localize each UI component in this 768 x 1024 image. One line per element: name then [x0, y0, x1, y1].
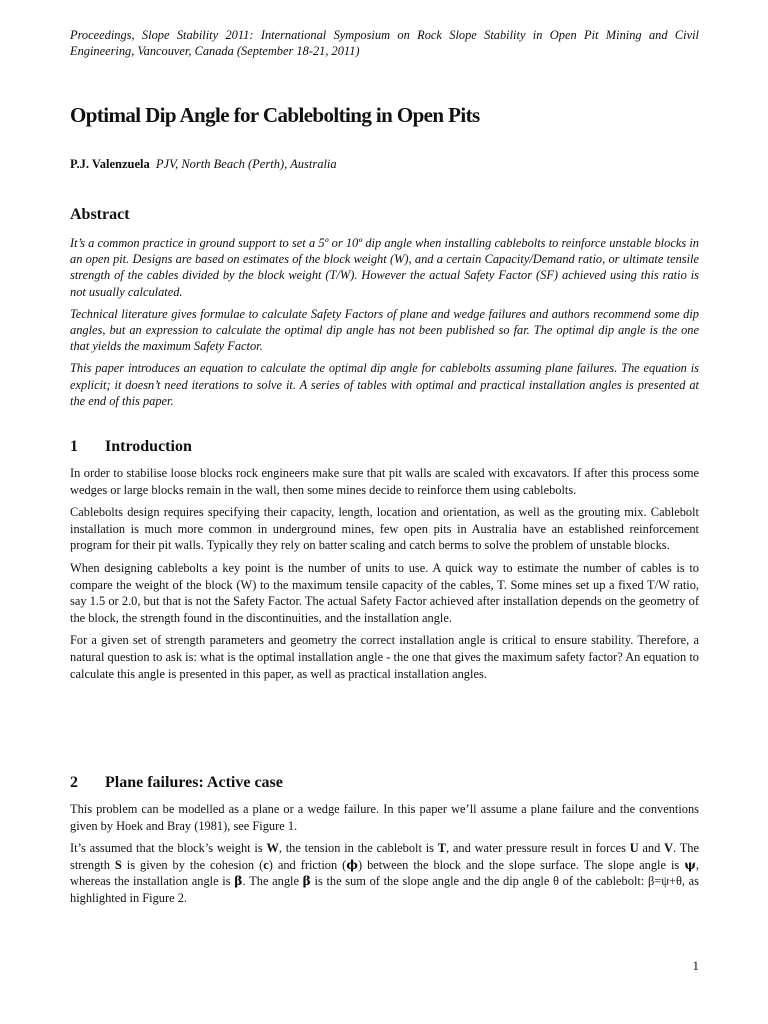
body-paragraph: When designing cablebolts a key point is the number of units to use. A quick way to estimate the number of cables is to compare the weight of the block (W) to the maximum tensile capacity of the cables, T. Some mines set up a fixed T/W ratio, say 1.5 or 2.0, but that is not the Safety Factor. The actual Safety Factor achieved after installation depends on the geometry of the block, the strength found in the discontinuities, and the installation angle. [70, 560, 699, 625]
running-head: Proceedings, Slope Stability 2011: International Symposium on Rock Slope Stability in Open Pit Mining and Civil Engineering, Vancouver, Canada (September 18-21, 2011) [70, 28, 699, 58]
abstract-paragraph: This paper introduces an equation to calculate the optimal dip angle for cablebolts assuming plane failures. The equation is explicit; it doesn’t need iterations to solve it. A series of tables with optimal and practical installation angles is presented at the end of this paper. [70, 361, 699, 408]
page-number: 1 [692, 958, 699, 973]
text-run: . The strength [70, 841, 699, 872]
symbol-beta: β [234, 873, 243, 889]
text-run: ) between the block and the slope surface. The slope angle is [357, 857, 685, 872]
author-name: P.J. Valenzuela [70, 157, 150, 171]
symbol-w: W [266, 841, 279, 856]
paper-title: Optimal Dip Angle for Cablebolting in Open Pits [70, 103, 480, 127]
text-run: is given by the cohesion ( [121, 857, 264, 872]
author-affiliation: PJV, North Beach (Perth), Australia [155, 157, 337, 171]
author-line [70, 157, 337, 172]
symbol-phi: ϕ [346, 856, 358, 872]
body-paragraph: For a given set of strength parameters and geometry the correct installation angle is critical to ensure stability. Therefore, a natural question to ask is: what is the optimal installation angle - the one that gives the maximum safety factor? An equation to calculate this angle is presented in this paper, as well as practical installation angles. [70, 633, 699, 681]
abstract-heading: Abstract [70, 206, 130, 223]
section-2-number: 2 [70, 774, 78, 791]
symbol-u: U [629, 841, 639, 856]
symbol-c: c [263, 857, 269, 872]
symbol-v: V [664, 841, 674, 856]
text-run: . The angle [242, 874, 303, 889]
body-paragraph: In order to stabilise loose blocks rock engineers make sure that pit walls are scaled with excavators. If after this process some wedges or large blocks remain in the wall, then some mines decide to reinforce them using cablebolts. [70, 466, 699, 497]
text-run: , the tension in the cablebolt is [278, 841, 438, 856]
symbol-t: T [437, 841, 447, 856]
section-2-body [70, 801, 699, 907]
symbol-beta: β [302, 873, 311, 889]
text-run: ) and friction ( [268, 857, 347, 872]
section-2-title: Plane failures: Active case [105, 774, 283, 791]
symbol-psi: ψ [684, 856, 696, 872]
text-run: is the sum of the slope angle and the dip angle θ of the cablebolt: β=ψ+θ, as highlighted in Figure 2. [70, 874, 699, 905]
text-run: and [638, 841, 665, 856]
symbol-s: S [114, 857, 122, 872]
section-2-heading [70, 774, 283, 792]
abstract-paragraph: Technical literature gives formulae to calculate Safety Factors of plane and wedge failures and authors recommend some dip angles, but an expression to calculate the optimal dip angle has not been published so far. The optimal dip angle is the one that yields the maximum Safety Factor. [70, 306, 699, 354]
abstract-body [70, 235, 699, 409]
section-1-heading [70, 438, 192, 456]
section-1-number: 1 [70, 438, 78, 455]
text-run: , and water pressure result in forces [446, 841, 630, 856]
section-1-body [70, 465, 699, 682]
paper-page [70, 27, 699, 973]
abstract-paragraph: It’s a common practice in ground support to set a 5º or 10º dip angle when installing cablebolts to reinforce unstable blocks in an open pit. Designs are based on estimates of the block weight (W), and a certain Capacity/Demand ratio, or ultimate tensile strength of the cables divided by the block weight (T/W). However the actual Safety Factor (SF) achieved using this ratio is not usually calculated. [70, 236, 699, 299]
body-paragraph: Cablebolts design requires specifying their capacity, length, location and orientation, as well as the grouting mix. Cablebolt installation is much more common in underground mines, few open pits in Australia have an established reinforcement program for their pit walls. Typically they rely on batter scaling and catch berms to solve the problem of unstable blocks. [70, 505, 699, 553]
section-1-title: Introduction [105, 438, 192, 455]
body-paragraph: This problem can be modelled as a plane or a wedge failure. In this paper we’ll assume a plane failure and the conventions given by Hoek and Bray (1981), see Figure 1. [70, 802, 699, 833]
text-run: It’s assumed that the block’s weight is [70, 841, 267, 856]
text-run: , whereas the installation angle is [70, 857, 699, 889]
body-paragraph-symbols [70, 840, 699, 906]
